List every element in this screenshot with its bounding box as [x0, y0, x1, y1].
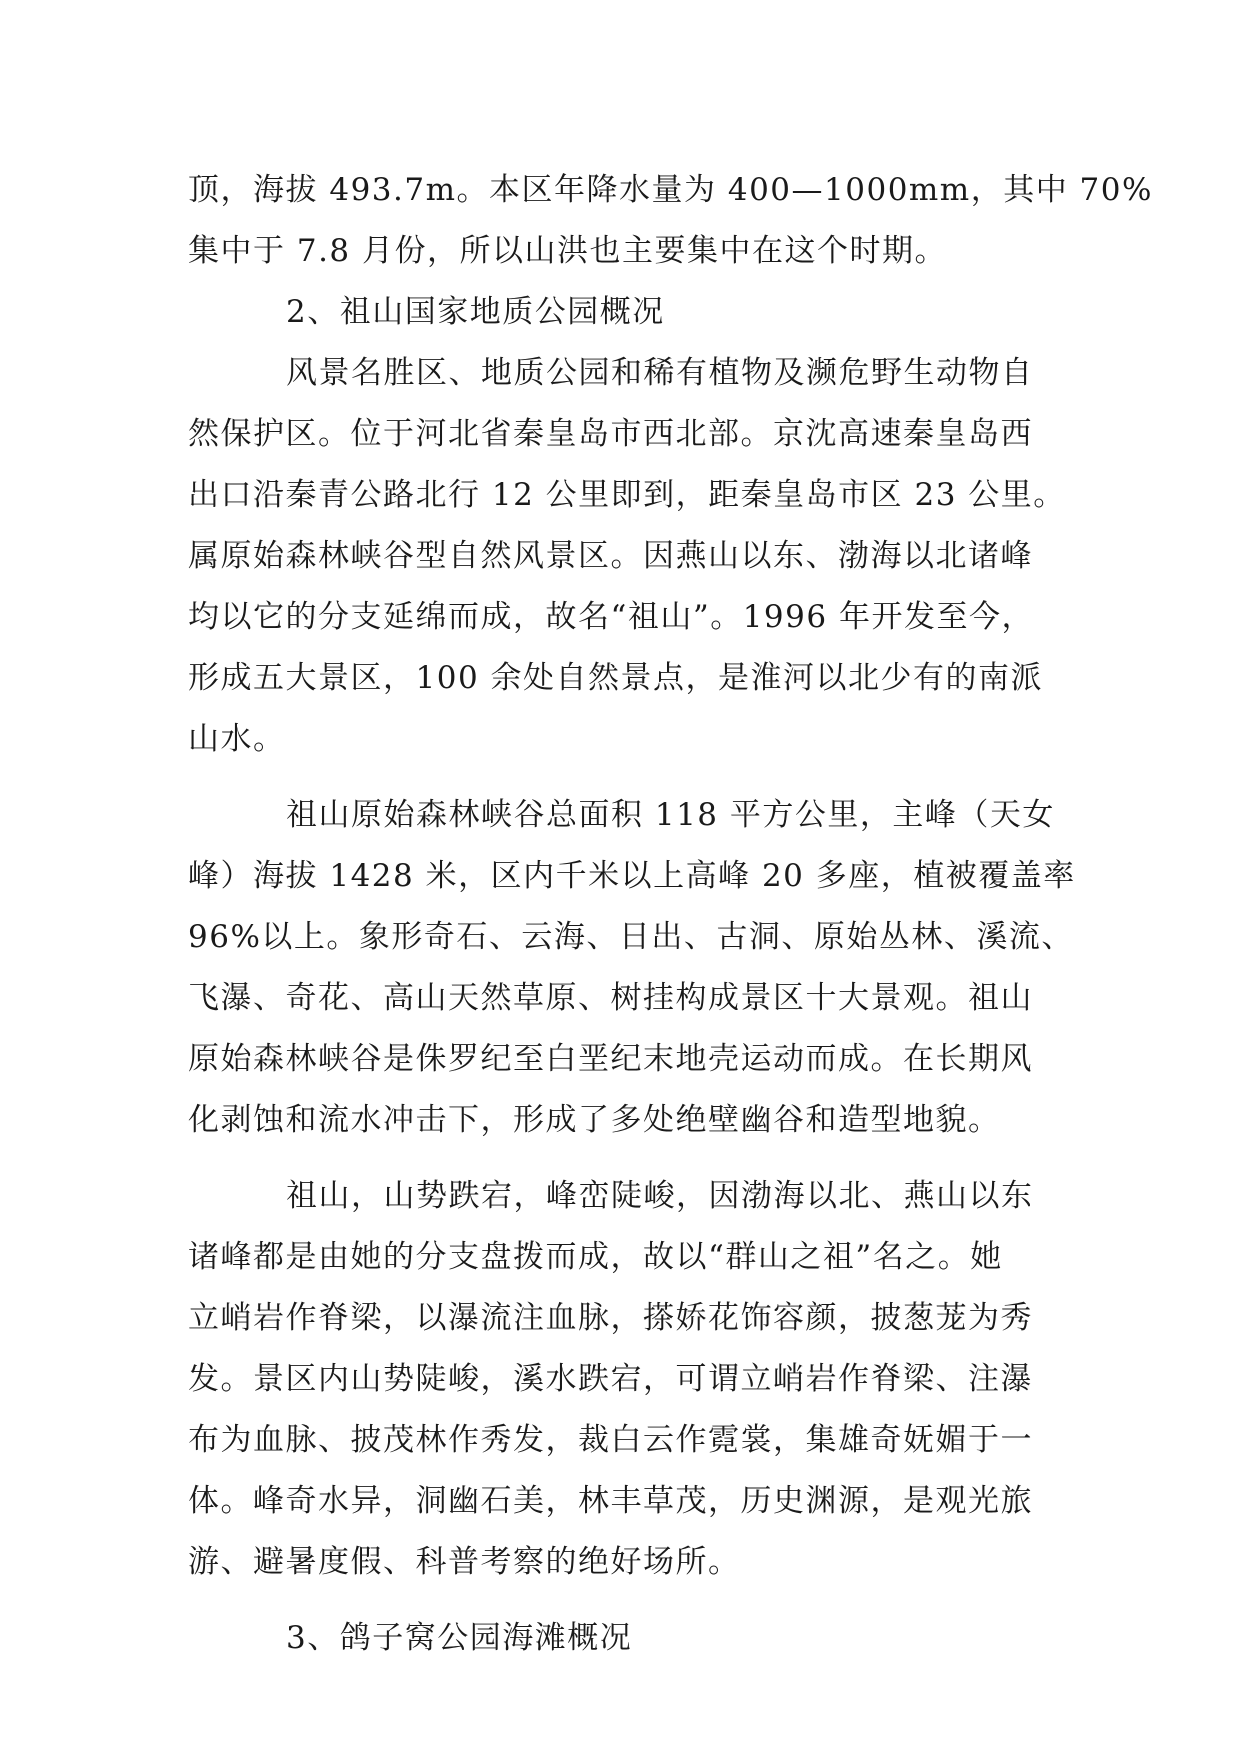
- text-line: 集中于 7.8 月份，所以山洪也主要集中在这个时期。: [188, 233, 948, 269]
- paragraph-spacer: [188, 770, 1058, 785]
- text-line: 立峭岩作脊梁，以瀑流注血脉，搽娇花饰容颜，披葱茏为秀: [188, 1300, 1033, 1336]
- text-line: 风景名胜区、地质公园和稀有植物及濒危野生动物自: [286, 355, 1034, 391]
- paragraph-precipitation: [188, 160, 1153, 282]
- text-line: 峰）海拔 1428 米，区内千米以上高峰 20 多座，植被覆盖率: [188, 858, 1076, 894]
- text-line: 原始森林峡谷是侏罗纪至白垩纪末地壳运动而成。在长期风: [188, 1041, 1033, 1077]
- text-line: 均以它的分支延绵而成，故名“祖山”。1996 年开发至今，: [188, 599, 1034, 635]
- paragraph-spacer: [188, 1151, 1058, 1166]
- paragraph-zushan-intro: [188, 343, 1066, 770]
- text-line: 然保护区。位于河北省秦皇岛市西北部。京沈高速秦皇岛西: [188, 416, 1033, 452]
- text-line: 游、避暑度假、科普考察的绝好场所。: [188, 1544, 741, 1580]
- paragraph-forest-canyon: [188, 785, 1076, 1151]
- text-line: 体。峰奇水异，洞幽石美，林丰草茂，历史渊源，是观光旅: [188, 1483, 1033, 1519]
- text-line: 出口沿秦青公路北行 12 公里即到，距秦皇岛市区 23 公里。: [188, 477, 1066, 513]
- text-line: 祖山原始森林峡谷总面积 118 平方公里，主峰（天女: [286, 797, 1055, 833]
- text-line: 96%以上。象形奇石、云海、日出、古洞、原始丛林、溪流、: [188, 919, 1074, 955]
- text-line: 形成五大景区，100 余处自然景点，是淮河以北少有的南派: [188, 660, 1044, 696]
- document-page: [188, 160, 1153, 1669]
- text-line: 布为血脉、披茂林作秀发，裁白云作霓裳，集雄奇妩媚于一: [188, 1422, 1033, 1458]
- text-line: 祖山，山势跌宕，峰峦陡峻，因渤海以北、燕山以东: [286, 1178, 1034, 1214]
- text-line: 诸峰都是由她的分支盘拨而成，故以“群山之祖”名之。她: [188, 1239, 1003, 1275]
- text-line: 发。景区内山势陡峻，溪水跌宕，可谓立峭岩作脊梁、注瀑: [188, 1361, 1033, 1397]
- text-line: 属原始森林峡谷型自然风景区。因燕山以东、渤海以北诸峰: [188, 538, 1033, 574]
- text-line: 顶，海拔 493.7m。本区年降水量为 400—1000mm，其中 70%: [188, 172, 1153, 208]
- paragraph-spacer: [188, 1593, 1058, 1608]
- paragraph-mountain-description: [188, 1166, 1058, 1593]
- section-heading-zushan: 2、祖山国家地质公园概况: [286, 294, 665, 330]
- section-heading-pigeon-nest: 3、鸽子窝公园海滩概况: [286, 1620, 633, 1656]
- text-line: 化剥蚀和流水冲击下，形成了多处绝壁幽谷和造型地貌。: [188, 1102, 1001, 1138]
- text-line: 山水。: [188, 721, 286, 757]
- text-line: 飞瀑、奇花、高山天然草原、树挂构成景区十大景观。祖山: [188, 980, 1033, 1016]
